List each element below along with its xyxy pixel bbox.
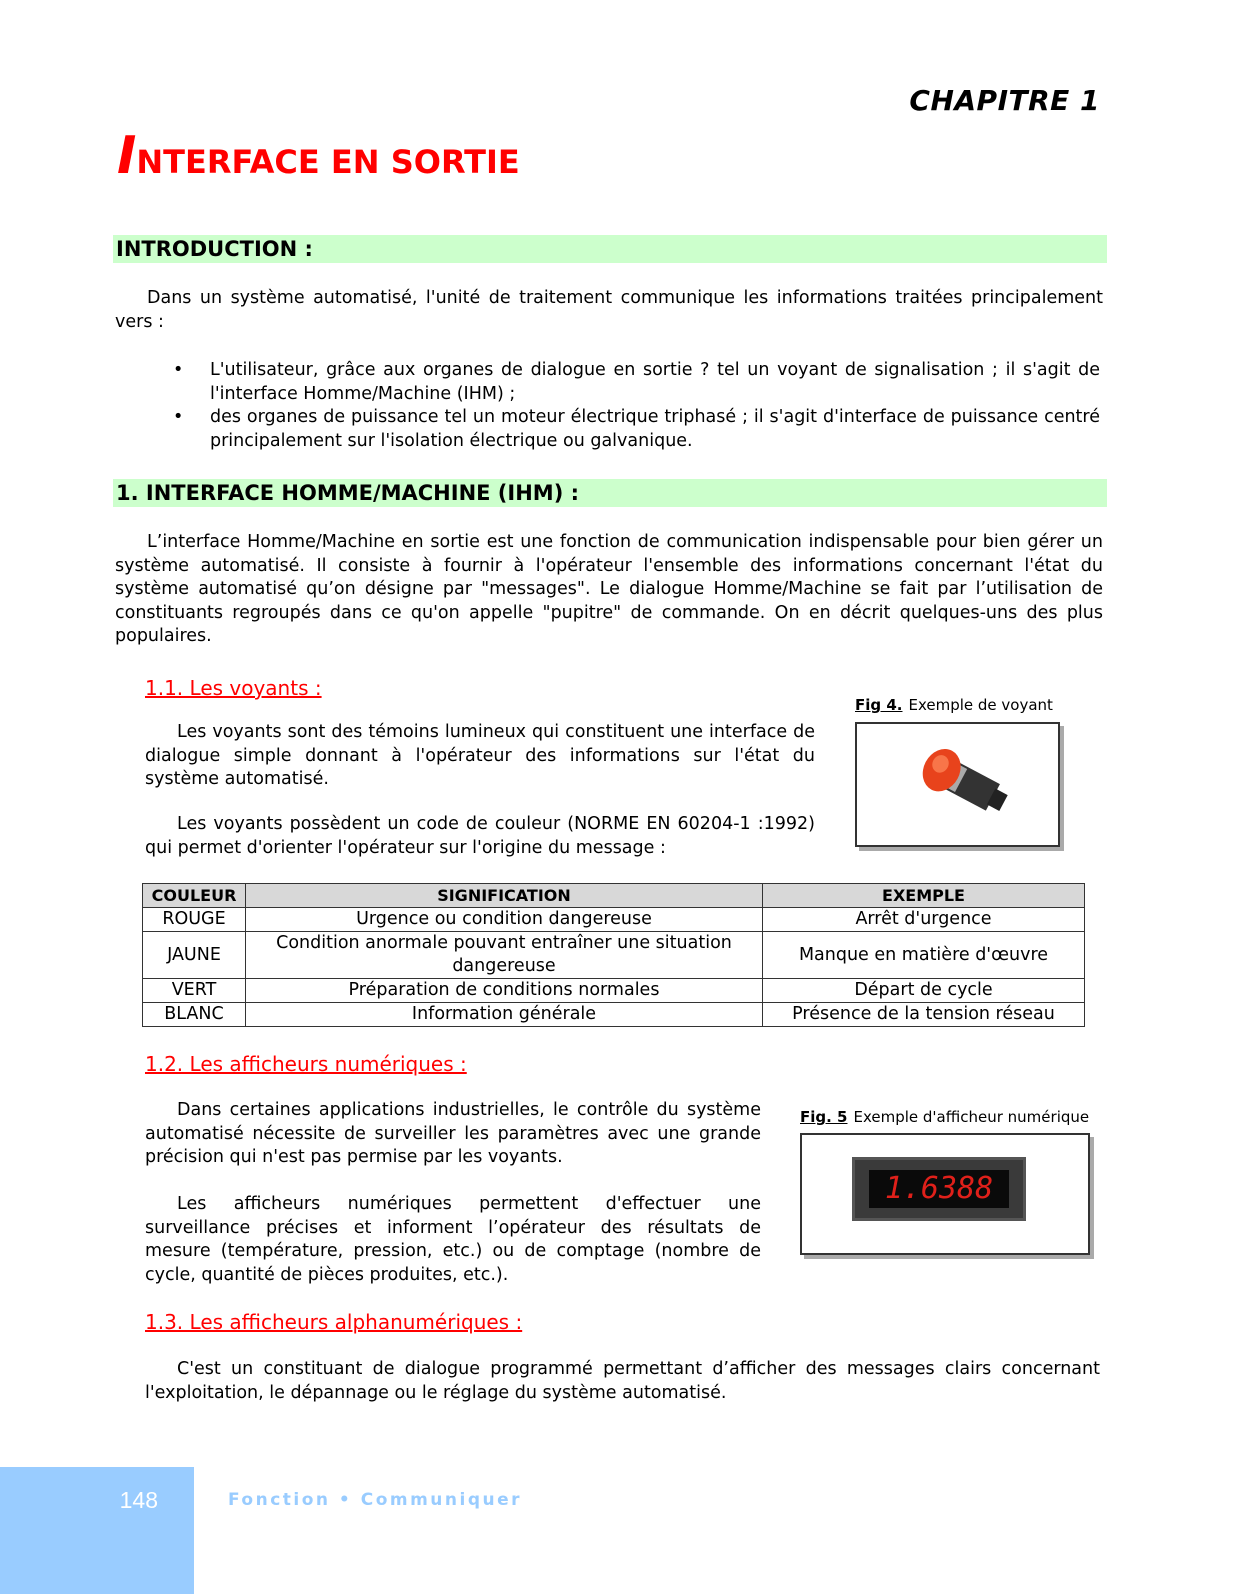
s12-paragraph1: Dans certaines applications industrielles, le contrôle du système automatisé nécessite de surveiller les paramètres avec une grande précision qui n'est pas permise par les voyants. — [145, 1100, 761, 1167]
section1-paragraph: L’interface Homme/Machine en sortie est une fonction de communication indispensable pour bien gérer un système automatisé. Il consiste à fournir à l'opérateur l'ensemble des informations concernant l'état du système automatisé qu’on désigne par "messages". Le dialogue Homme/Machine se fait par l’utilisation de constituants regroupés dans ce qu'on appelle "pupitre" de commande. On en décrit quelques-uns des plus populaires. — [115, 532, 1103, 646]
page-number: 148 — [119, 1487, 158, 1513]
fig4-caption — [855, 696, 1053, 714]
title-rest: NTERFACE EN SORTIE — [136, 143, 520, 181]
fig4-caption-text: Exemple de voyant — [908, 696, 1053, 714]
s13-heading: 1.3. Les afficheurs alphanumériques : — [145, 1310, 523, 1334]
table-row — [143, 908, 1085, 932]
fig5-caption — [800, 1108, 1089, 1126]
table-row — [143, 1003, 1085, 1027]
s12-paragraph2: Les afficheurs numériques permettent d'effectuer une surveillance précises et informent l’opérateur des résultats de mesure (température, pression, etc.) ou de comptage (nombre de cycle, quantité de pièces produites, etc.). — [145, 1194, 761, 1285]
cell: Information générale — [246, 1003, 763, 1027]
footer-page-block — [0, 1467, 194, 1594]
indicator-light-icon — [857, 724, 1058, 845]
cell: Manque en matière d'œuvre — [763, 932, 1085, 979]
table-header: SIGNIFICATION — [246, 884, 763, 908]
fig4-label: Fig 4. — [855, 696, 903, 714]
chapter-label: CHAPITRE 1 — [909, 84, 1100, 117]
s11-paragraph2: Les voyants possèdent un code de couleur (NORME EN 60204-1 :1992) qui permet d'orienter l'opérateur sur l'origine du message : — [145, 814, 815, 858]
section1-heading: 1. INTERFACE HOMME/MACHINE (IHM) : — [113, 479, 1107, 507]
s11-heading: 1.1. Les voyants : — [145, 676, 322, 700]
intro-paragraph: Dans un système automatisé, l'unité de traitement communique les informations traitées principalement vers : — [115, 288, 1103, 332]
title-initial: I — [117, 126, 137, 186]
cell: Urgence ou condition dangereuse — [246, 908, 763, 932]
cell: Départ de cycle — [763, 979, 1085, 1003]
cell: Arrêt d'urgence — [763, 908, 1085, 932]
fig5-caption-text: Exemple d'afficheur numérique — [853, 1108, 1090, 1126]
intro-heading: INTRODUCTION : — [113, 235, 1107, 263]
cell: BLANC — [143, 1003, 246, 1027]
bullet-item: • des organes de puissance tel un moteur électrique triphasé ; il s'agit d'interface de puissance centré principalement sur l'isolation électrique ou galvanique. — [115, 406, 1100, 453]
s12-heading: 1.2. Les afficheurs numériques : — [145, 1052, 467, 1076]
cell: JAUNE — [143, 932, 246, 979]
fig5-image-digital-display — [800, 1133, 1090, 1255]
cell: VERT — [143, 979, 246, 1003]
cell: Condition anormale pouvant entraîner une situation dangereuse — [246, 932, 763, 979]
table-row — [143, 979, 1085, 1003]
cell: Présence de la tension réseau — [763, 1003, 1085, 1027]
page-title — [117, 126, 520, 186]
table-header: EXEMPLE — [763, 884, 1085, 908]
table-header: COULEUR — [143, 884, 246, 908]
fig5-label: Fig. 5 — [800, 1108, 848, 1126]
s13-paragraph: C'est un constituant de dialogue programmé permettant d’afficher des messages clairs concernant l'exploitation, le dépannage ou le réglage du système automatisé. — [145, 1359, 1100, 1403]
display-bezel — [852, 1157, 1026, 1221]
color-code-table — [142, 883, 1085, 1027]
footer-text: Fonction • Communiquer — [228, 1490, 523, 1510]
fig4-image-indicator-light — [855, 722, 1060, 847]
cell: ROUGE — [143, 908, 246, 932]
intro-bullets — [115, 359, 1100, 453]
s11-paragraph1: Les voyants sont des témoins lumineux qui constituent une interface de dialogue simple donnant à l'opérateur des informations sur l'état du système automatisé. — [145, 722, 815, 789]
cell: Préparation de conditions normales — [246, 979, 763, 1003]
table-row — [143, 932, 1085, 979]
bullet-item: • L'utilisateur, grâce aux organes de dialogue en sortie ? tel un voyant de signalisation ; il s'agit de l'interface Homme/Machine (IHM) ; — [115, 359, 1100, 406]
display-readout: 1.6388 — [869, 1170, 1009, 1208]
